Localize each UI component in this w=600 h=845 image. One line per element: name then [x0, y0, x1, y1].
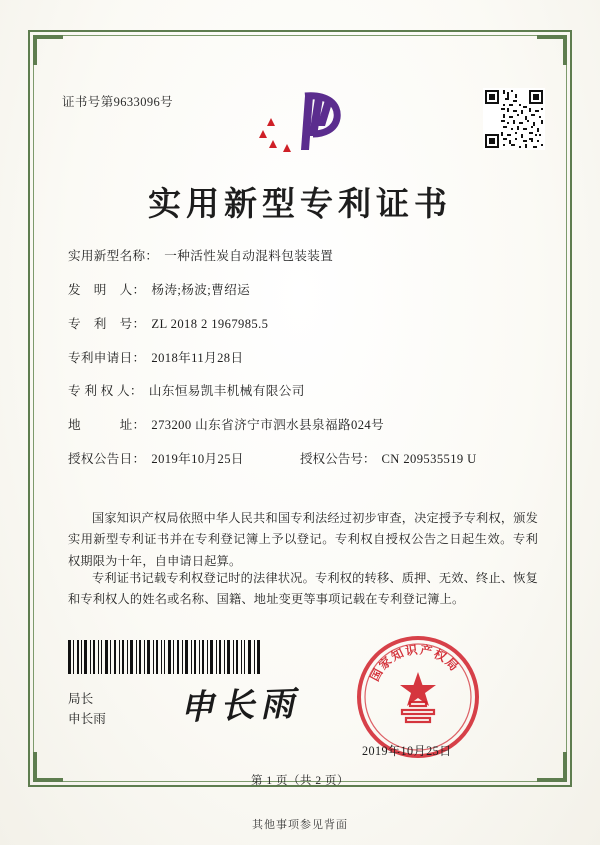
svg-text:知: 知	[388, 645, 406, 664]
footnote: 其他事项参见背面	[252, 819, 348, 831]
svg-text:识: 识	[404, 642, 419, 659]
legal-paragraph-1: 国家知识产权局依照中华人民共和国专利法经过初步审查，决定授予专利权，颁发实用新型专利证书并在专利登记簿上予以登记。专利权自授权公告之日起生效。专利权期限为十年，自申请日起算。	[68, 511, 538, 568]
svg-text:局: 局	[442, 655, 462, 674]
field-label: 实用新型名称：	[68, 249, 159, 263]
svg-text:国: 国	[367, 666, 386, 684]
certificate-number: 证书号第9633096号	[62, 95, 174, 109]
signature-block	[68, 690, 106, 729]
field-row-invention-name	[68, 248, 540, 264]
handwritten-signature: 申长雨	[179, 683, 301, 729]
svg-text:家: 家	[376, 653, 395, 673]
barcode-icon	[68, 640, 260, 674]
field-value: 273200 山东省济宁市泗水县泉福路024号	[151, 418, 385, 433]
field-row-inventors	[68, 282, 540, 298]
seal-date: 2019年10月25日	[362, 744, 452, 758]
corner-ornament-top-left	[33, 35, 63, 65]
field-value: 一种活性炭自动混料包装装置	[164, 249, 334, 263]
cnipa-logo-icon	[253, 88, 349, 160]
fields-block	[68, 248, 540, 485]
grant-number-label: 授权公告号：	[299, 452, 376, 467]
page-indicator: 第 1 页（共 2 页）	[251, 775, 349, 787]
legal-paragraph-2: 专利证书记载专利权登记时的法律状况。专利权的转移、质押、无效、终止、恢复和专利权人的姓名或名称、国籍、地址变更等事项记载在专利登记簿上。	[68, 571, 538, 607]
field-label: 专利申请日：	[68, 350, 146, 365]
field-value: 2018年11月28日	[151, 350, 244, 365]
grant-date-value: 2019年10月25日	[151, 452, 244, 467]
svg-text:产: 产	[419, 642, 434, 659]
field-value: 杨涛;杨波;曹绍运	[151, 282, 251, 297]
field-row-grant-announcement	[68, 451, 540, 467]
field-label: 专 利 号：	[68, 316, 146, 331]
page-title: 实用新型专利证书	[148, 187, 452, 223]
field-label: 专 利 权 人：	[68, 384, 143, 399]
field-row-patent-number	[68, 316, 540, 332]
field-row-patentee	[68, 383, 540, 399]
qr-code-icon	[483, 88, 545, 150]
field-label: 地 址：	[68, 418, 146, 433]
field-label: 发 明 人：	[68, 282, 146, 297]
svg-text:权: 权	[431, 646, 449, 665]
director-title-label: 局长	[68, 692, 94, 706]
director-name-label: 申长雨	[68, 711, 106, 726]
field-value: ZL 2018 2 1967985.5	[151, 316, 269, 331]
field-row-application-date	[68, 350, 540, 366]
grant-date-label: 授权公告日：	[68, 452, 146, 467]
field-value: 山东恒易凯丰机械有限公司	[148, 384, 305, 399]
grant-number-value: CN 209535519 U	[381, 452, 477, 467]
field-row-address	[68, 417, 540, 433]
corner-ornament-top-right	[537, 35, 567, 65]
